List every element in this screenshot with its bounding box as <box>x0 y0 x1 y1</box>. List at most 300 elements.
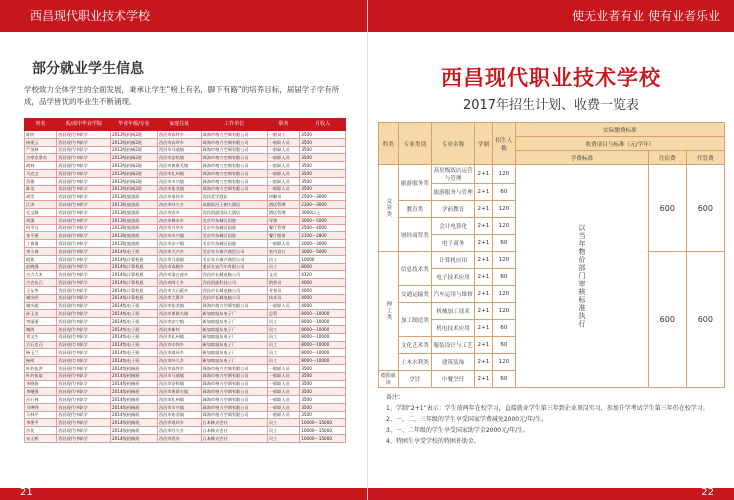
table-cell: 西昌市大兴乡 <box>157 247 201 255</box>
major-system: 2+1 <box>475 184 493 201</box>
table-row <box>25 146 346 154</box>
table-cell: 3500 <box>300 380 346 388</box>
table-cell: 马林平 <box>25 411 57 419</box>
table-cell: 2014级计算机班 <box>110 255 157 263</box>
table-cell: 2500～3000 <box>300 193 346 201</box>
major-system: 2+1 <box>475 218 493 235</box>
table-cell: 西昌现代中职学 <box>57 208 111 216</box>
table-cell: 珠海市格力空调有限公司 <box>201 302 267 310</box>
header-actual-fee: 实际缴费标准 <box>515 123 724 137</box>
table-cell: 2014级计算机班 <box>110 271 157 279</box>
major-count: 120 <box>492 201 515 218</box>
table-cell: 西昌市长城电脑公司 <box>201 294 267 302</box>
table-cell: 2013级机械2班 <box>110 138 157 146</box>
table-cell: 珠海市格力空调有限公司 <box>201 146 267 154</box>
table-cell: 西昌市大石板乡 <box>157 286 201 294</box>
table-cell: 珠海市格力空调有限公司 <box>201 372 267 380</box>
table-cell: 西昌市佑君镇 <box>157 411 201 419</box>
table-cell: 西昌市礼州镇 <box>157 396 201 404</box>
table-cell: 谢庆明 <box>25 294 57 302</box>
table-cell: 2013级机械2班 <box>110 154 157 162</box>
major-name: 计算机应用 <box>432 252 475 269</box>
major-name: 建筑装饰 <box>432 354 475 371</box>
table-cell: 员工 <box>267 435 299 443</box>
table-row <box>25 364 346 372</box>
table-cell: 李继强 <box>25 388 57 396</box>
table-cell: 珠海市格力空调有限公司 <box>201 388 267 396</box>
table-cell: 西昌市安哈镇 <box>157 380 201 388</box>
table-cell: 西昌现代中职学 <box>57 318 111 326</box>
table-cell: 孙玉龙 <box>25 310 57 318</box>
table-cell: 西昌现代中职学 <box>57 372 111 380</box>
table-cell: 2014级机械班 <box>110 396 157 404</box>
header-category: 科类 <box>379 123 399 165</box>
major-name: 电子商务 <box>432 235 475 252</box>
table-cell: 李丽丽 <box>25 318 57 326</box>
table-cell: 酒店管理 <box>267 208 299 216</box>
table-cell: 2000～3000 <box>300 240 346 248</box>
table-cell: 吉克伍石 <box>25 279 57 287</box>
table-cell: 西昌现代中职学 <box>57 341 111 349</box>
table-cell: 阿燕 <box>25 255 57 263</box>
graduate-table-header: 系/部中毕业学院 <box>57 119 111 131</box>
table-cell: 西昌市礼州镇 <box>157 169 201 177</box>
table-cell: 西昌市马道镇 <box>157 255 201 263</box>
table-cell: 西昌市琅环乡 <box>157 193 201 201</box>
table-cell: 2500～4000 <box>300 224 346 232</box>
table-cell: 2013级机械2班 <box>110 146 157 154</box>
major-system: 2+1 <box>475 201 493 218</box>
table-row <box>25 131 346 139</box>
table-cell: 3500 <box>300 169 346 177</box>
table-cell: 西昌现代中职学 <box>57 146 111 154</box>
table-cell: 4000 <box>300 286 346 294</box>
group-processing: 加工制造类 <box>398 303 432 337</box>
major-system: 2+1 <box>475 165 493 184</box>
table-cell: 2014级计算机班 <box>110 294 157 302</box>
table-cell: 2014级电子班 <box>110 357 157 365</box>
table-cell: 2100～2800 <box>300 232 346 240</box>
table-cell: 8000～10000 <box>300 310 346 318</box>
table-cell: 2014级电子班 <box>110 349 157 357</box>
major-system: 2+1 <box>475 371 493 388</box>
right-page <box>367 0 734 500</box>
table-cell: 西昌现代中职学 <box>57 403 111 411</box>
table-cell: 一般职人员 <box>267 396 299 404</box>
table-cell: 2014级机械班 <box>110 411 157 419</box>
table-cell: 3500 <box>300 131 346 139</box>
table-row <box>25 388 346 396</box>
table-cell: 杨建云 <box>25 138 57 146</box>
table-cell: 日本株式会社 <box>201 435 267 443</box>
table-row <box>25 419 346 427</box>
header-system: 学制 <box>475 123 493 165</box>
table-row <box>25 403 346 411</box>
right-header-bar <box>368 0 734 32</box>
table-cell: 3500 <box>300 396 346 404</box>
table-cell: 新加坡旭东电子厂 <box>201 357 267 365</box>
table-cell: 叶约伍取 <box>25 372 57 380</box>
dorm-fee-wen: 600 <box>648 165 686 252</box>
table-cell: 西昌凯旋国际大酒店 <box>201 208 267 216</box>
table-row <box>25 216 346 224</box>
table-cell: 西昌市长城电脑公司 <box>201 286 267 294</box>
table-cell: 陈明 <box>25 131 57 139</box>
table-row <box>25 380 346 388</box>
table-row <box>25 162 346 170</box>
table-cell: 2014级机械班 <box>110 364 157 372</box>
table-cell: 西昌市琅环乡 <box>157 419 201 427</box>
table-cell: 2013级旅游班 <box>110 201 157 209</box>
table-cell: 西昌市阿七乡 <box>157 279 201 287</box>
graduate-table-header: 工作单位 <box>201 119 267 131</box>
table-row <box>25 271 346 279</box>
major-system: 2+1 <box>475 337 493 354</box>
table-cell: 西昌市中坝乡 <box>157 341 201 349</box>
table-cell: 陈龙 <box>25 185 57 193</box>
table-cell: 员工 <box>267 341 299 349</box>
table-row <box>25 263 346 271</box>
table-row <box>25 341 346 349</box>
table-cell: 新加坡旭东电子厂 <box>201 333 267 341</box>
table-cell: 总管 <box>267 310 299 318</box>
table-cell: 员工 <box>267 419 299 427</box>
table-cell: 2014级电子班 <box>110 302 157 310</box>
header-agency-fee: 代管费 <box>686 151 724 165</box>
table-cell: 西昌市马道镇 <box>157 372 201 380</box>
table-cell: 西昌市川兴镇 <box>157 232 201 240</box>
table-cell: 谢庆超 <box>25 302 57 310</box>
table-cell: 一般职人员 <box>267 403 299 411</box>
table-cell: 西昌现代中职学 <box>57 216 111 224</box>
table-cell: 西昌现代中职学 <box>57 162 111 170</box>
table-cell: 西昌市洛古波乡 <box>157 271 201 279</box>
table-cell: 宋无桥 <box>25 435 57 443</box>
major-name: 电子技术应用 <box>432 269 475 286</box>
table-cell: 西昌市高坪乡 <box>157 131 201 139</box>
table-cell: 8000～10000 <box>300 341 346 349</box>
table-cell: 珠海市格力空调有限公司 <box>201 380 267 388</box>
table-cell: 西昌现代中职学 <box>57 193 111 201</box>
table-row <box>25 357 346 365</box>
table-cell: 技术员 <box>267 294 299 302</box>
major-name: 学前教育 <box>432 201 475 218</box>
table-cell: 西昌市大箐乡 <box>157 294 201 302</box>
table-row <box>25 279 346 287</box>
table-cell: 一般职人员 <box>267 380 299 388</box>
table-cell: 3500 <box>300 185 346 193</box>
table-cell: 一般职人员 <box>267 388 299 396</box>
left-header-title: 西昌现代职业技术学校 <box>30 9 151 23</box>
graduate-table-header: 职务 <box>267 119 299 131</box>
table-cell: 3500 <box>300 154 346 162</box>
group-it: 信息技术类 <box>398 252 432 286</box>
table-cell: 珠海市格力空调有限公司 <box>201 177 267 185</box>
table-row <box>25 411 346 419</box>
table-cell: 张平燕 <box>25 232 57 240</box>
table-cell: 3500 <box>300 146 346 154</box>
header-major-type: 专业类别 <box>398 123 432 165</box>
school-title: 西昌现代职业技术学校 <box>441 65 661 90</box>
table-row <box>25 247 346 255</box>
table-cell: 2014级机械班 <box>110 403 157 411</box>
table-cell: 3500 <box>300 411 346 419</box>
table-cell: 西昌现代中职学 <box>57 419 111 427</box>
table-cell: 员工 <box>267 349 299 357</box>
major-name: 机电技术应用 <box>432 320 475 337</box>
note-item: 4、特困生享受学校的特困补助金。 <box>386 438 480 445</box>
table-cell: 北京市东城区国旅 <box>201 224 267 232</box>
table-cell: 2013级机械2班 <box>110 185 157 193</box>
table-row <box>25 372 346 380</box>
table-cell: 西昌现代中职学 <box>57 286 111 294</box>
major-system: 2+1 <box>475 252 493 269</box>
table-cell: 一般职人员 <box>267 146 299 154</box>
category-li: 理工类 <box>379 252 399 371</box>
major-count: 120 <box>492 218 515 235</box>
table-cell: 西昌凯旋科技公司 <box>201 279 267 287</box>
table-cell: 3500 <box>300 388 346 396</box>
table-cell: 员工 <box>267 318 299 326</box>
table-cell: 10000～15000 <box>300 435 346 443</box>
table-cell: 西昌市高坪乡 <box>157 138 201 146</box>
table-row <box>25 310 346 318</box>
table-cell: 王友华 <box>25 286 57 294</box>
table-row <box>25 169 346 177</box>
table-cell: 一般职人员 <box>267 411 299 419</box>
table-cell: 员工 <box>267 427 299 435</box>
table-cell: 珠海市格力空调有限公司 <box>201 364 267 372</box>
table-row <box>25 333 346 341</box>
table-cell: 西昌市西乡 <box>157 435 201 443</box>
table-cell: 李小春 <box>25 247 57 255</box>
table-cell: 北京市东城区国旅 <box>201 232 267 240</box>
category-deyang: 德阳就读 <box>379 371 399 388</box>
table-cell: 4000 <box>300 294 346 302</box>
table-cell: 一般职人员 <box>267 364 299 372</box>
major-name: 会计电算化 <box>432 218 475 235</box>
group-tourism: 旅游服务类 <box>398 165 432 201</box>
major-name: 汽车运用与维修 <box>432 286 475 303</box>
table-cell: 8000～10000 <box>300 318 346 326</box>
table-cell: 珠海市格力空调有限公司 <box>201 185 267 193</box>
table-cell: 西昌现代中职学 <box>57 349 111 357</box>
table-cell: 2014级机械班 <box>110 388 157 396</box>
table-cell: 北京市东城区国旅 <box>201 240 267 248</box>
section-title: 部分就业学生信息 <box>32 61 144 77</box>
table-cell: 吉拿克拿布 <box>25 154 57 162</box>
table-cell: 西昌现代中职学 <box>57 154 111 162</box>
table-cell: 2013级机械2班 <box>110 162 157 170</box>
table-cell: 一般职人员 <box>267 240 299 248</box>
table-cell: 西昌现代中职学 <box>57 310 111 318</box>
table-cell: 西昌市经久乡 <box>157 201 201 209</box>
table-row <box>25 208 346 216</box>
graduate-table <box>24 118 346 443</box>
table-cell: 珠海市格力空调有限公司 <box>201 403 267 411</box>
table-cell: 何平凡 <box>25 224 57 232</box>
note-item: 1、学制“2+1”表示：学生前两年在校学习，直接就业学生第三年到企业顶岗实习，参加升学考试学生第三年仍在校学习。 <box>386 405 709 412</box>
table-cell: 马克文 <box>25 169 57 177</box>
table-cell: 西昌市礼州镇 <box>157 333 201 341</box>
table-cell: 西昌现代中职学 <box>57 427 111 435</box>
table-cell: 3000以上 <box>300 208 346 216</box>
table-cell: 10000 <box>300 255 346 263</box>
table-cell: 杨玉兰 <box>25 349 57 357</box>
table-cell: 员工 <box>267 333 299 341</box>
table-cell: 西昌现代中职学 <box>57 263 111 271</box>
table-cell: 江涛 <box>25 201 57 209</box>
table-cell: 2300～3000 <box>300 201 346 209</box>
table-cell: 4000 <box>300 302 346 310</box>
table-cell: 3500 <box>300 138 346 146</box>
table-cell: 西昌市樟木乡 <box>157 216 201 224</box>
table-cell: 8000～10000 <box>300 325 346 333</box>
table-cell: 2014级电子班 <box>110 310 157 318</box>
table-cell: 一般职人员 <box>267 154 299 162</box>
header-fee-item: 收费项目与标准（元/学年） <box>515 137 724 151</box>
table-cell: 一般职人员 <box>267 162 299 170</box>
table-cell: 西昌市川兴镇 <box>157 177 201 185</box>
table-cell: 2014级计算机班 <box>110 279 157 287</box>
table-cell: 西昌现代中职学 <box>57 185 111 193</box>
table-cell: 西昌现代中职学 <box>57 131 111 139</box>
table-cell: 2014级机械班 <box>110 435 157 443</box>
table-cell: 西昌市佑君镇 <box>157 185 201 193</box>
major-count: 60 <box>492 320 515 337</box>
major-count: 60 <box>492 269 515 286</box>
table-cell: 新加坡旭东电子厂 <box>201 325 267 333</box>
table-cell: 北京市东城区国旅 <box>201 216 267 224</box>
table-cell: 沙石林 <box>25 396 57 404</box>
table-cell: 西昌市新村 <box>157 325 201 333</box>
table-cell: 2013级旅游班 <box>110 208 157 216</box>
table-cell: 一般职人员 <box>267 169 299 177</box>
table-cell: 西昌现代中职学 <box>57 224 111 232</box>
group-transport: 交通运输类 <box>398 286 432 303</box>
table-cell: 西昌现代中职学 <box>57 240 111 248</box>
major-count: 60 <box>492 184 515 201</box>
table-cell: 一般职人员 <box>267 185 299 193</box>
table-cell: 西昌现代中职学 <box>57 294 111 302</box>
table-cell: 2013级旅游班 <box>110 224 157 232</box>
table-cell: 蔡俊 <box>25 177 57 185</box>
table-cell: 西昌现代中职学 <box>57 364 111 372</box>
table-row <box>25 325 346 333</box>
table-cell: 2013级旅游班 <box>110 232 157 240</box>
group-culture: 文化艺术类 <box>398 337 432 354</box>
table-cell: 2014级电子班 <box>110 247 157 255</box>
major-system: 2+1 <box>475 269 493 286</box>
table-row <box>25 294 346 302</box>
group-cooking: 烹饪 <box>398 371 432 388</box>
table-cell: 严茂林 <box>25 146 57 154</box>
note-heading: 备注： <box>386 394 405 401</box>
table-row <box>25 154 346 162</box>
table-cell: 西昌现代中职学 <box>57 177 111 185</box>
table-cell: 西昌现代中职学 <box>57 138 111 146</box>
table-cell: 2013级旅游班 <box>110 240 157 248</box>
table-cell: 4120 <box>300 271 346 279</box>
table-cell: 北京东方瑞兴商贸公司 <box>201 247 267 255</box>
table-cell: 2014级电子班 <box>110 341 157 349</box>
table-cell: 西昌市安哈镇 <box>157 154 201 162</box>
table-cell: 2014级电子班 <box>110 318 157 326</box>
category-wen: 文管类 <box>379 165 399 252</box>
table-cell: 3000～5000 <box>300 247 346 255</box>
graduate-table-header: 月收入 <box>300 119 346 131</box>
table-cell: 导游 <box>267 216 299 224</box>
table-row <box>25 349 346 357</box>
table-cell: 西昌市黄联关镇 <box>157 162 201 170</box>
graduate-table-header: 毕业年级/专业 <box>110 119 157 131</box>
table-cell: 10000～15000 <box>300 427 346 435</box>
table-cell: 一般职人员 <box>267 302 299 310</box>
table-cell: 西昌市黄联关镇 <box>157 388 201 396</box>
major-count: 120 <box>492 252 515 269</box>
table-cell: 珠海市格力空调有限公司 <box>201 131 267 139</box>
table-cell: 吉力大木 <box>25 271 57 279</box>
table-cell: 珠海市格力空调有限公司 <box>201 411 267 419</box>
major-name: 机械加工技术 <box>432 303 475 320</box>
table-cell: 室内设计 <box>267 247 299 255</box>
table-cell: 西昌市高枧乡 <box>157 263 201 271</box>
motto: 使无业者有业 使有业者乐业 <box>572 9 720 23</box>
table-cell: 西昌市经久乡 <box>157 357 201 365</box>
table-cell: 10000～15000 <box>300 419 346 427</box>
table-row <box>25 286 346 294</box>
table-cell: 西昌市高坪乡 <box>157 364 201 372</box>
table-row <box>25 435 346 443</box>
table-cell: 新加坡旭东电子厂 <box>201 318 267 326</box>
table-cell: 西昌现代中职学 <box>57 388 111 396</box>
table-cell: 珠海市格力空调有限公司 <box>201 162 267 170</box>
table-cell: 西昌市马道镇 <box>157 146 201 154</box>
fee-standard-note: 以当年物价部门审核标准执行 <box>515 165 648 388</box>
table-cell: 3500 <box>300 177 346 185</box>
table-cell: 员工 <box>267 263 299 271</box>
table-cell: 李晓娟 <box>25 380 57 388</box>
table-cell: 日本株式会社 <box>201 419 267 427</box>
table-cell: 8000～10000 <box>300 349 346 357</box>
table-cell: 西昌现代中职学 <box>57 411 111 419</box>
major-name: 高星级饭店运营与管理 <box>432 165 475 184</box>
table-cell: 刘文生 <box>25 333 57 341</box>
table-cell: 成都银河王朝大酒店 <box>201 201 267 209</box>
table-cell: 西昌市月华乡 <box>157 224 201 232</box>
table-row <box>25 224 346 232</box>
table-cell: 餐厅管理 <box>267 224 299 232</box>
major-name: 旅游服务与管理 <box>432 184 475 201</box>
table-cell: 胡林 <box>25 162 57 170</box>
table-cell: 文员 <box>267 271 299 279</box>
table-cell: 毛文静 <box>25 208 57 216</box>
major-system: 2+1 <box>475 303 493 320</box>
major-system: 2+1 <box>475 235 493 252</box>
table-cell: 李建平 <box>25 419 57 427</box>
table-cell: 珠海市格力空调有限公司 <box>201 169 267 177</box>
right-footer-bar <box>368 488 734 500</box>
major-count: 60 <box>492 235 515 252</box>
table-cell: 餐厅服务 <box>267 232 299 240</box>
major-count: 60 <box>492 337 515 354</box>
group-education: 教育类 <box>398 201 432 218</box>
table-cell: 2014级电子班 <box>110 325 157 333</box>
major-count: 120 <box>492 286 515 303</box>
table-cell: 一般职人员 <box>267 372 299 380</box>
table-cell: 一般员工 <box>267 131 299 139</box>
table-row <box>25 193 346 201</box>
